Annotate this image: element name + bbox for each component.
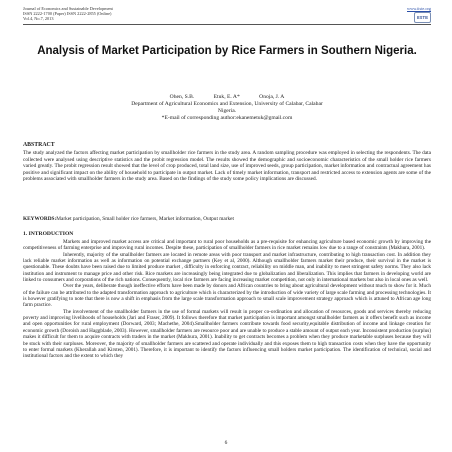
author-1: Ohen, S.B. (169, 94, 195, 100)
paper-title: Analysis of Market Participation by Rice Farmers in Southern Nigeria. (37, 45, 417, 57)
paragraph: The involvement of the smallholder farmers in the use of formal markets will result in proper co-ordination and allocation of resources, goods and services thereby reducing poverty and improving livelihoods of households (Jari and Fraser, 2009). It follows therefore that market participation is important amongst smallholder farmers as it offers benefit such as income and open opportunities for rural employment (Dorward, 2003; Machethe, 2004).Smallholder farmers contribute towards food security,equitable distribution of income and linkage creation for economic growth (Doroish and Haggblade, 2003). However, smallholder farmers are resource poor and are unable to produce a stable amount of output each year. Inconsistent production (surplus) makes it difficult for them to acquire contracts with traders in the market (Makhura, 2001). Inability to get contracts becomes a problem when they produce marketable surpluses because they will be stuck with their surpluses. Moreover, the majority of smallholder farmers are scattered and operate individually and this exposes them to high transaction costs when they have the opportunity to enter formal markets (Kherallah and Kirsten, 2001). Therefore, it is important to identify the factors influencing small holders market participation. The identification of technical, social and institutional factors and the extent to which they (23, 308, 431, 360)
country: Nigeria. (217, 108, 237, 114)
journal-url[interactable]: www.iiste.org (407, 6, 431, 11)
author-block (23, 94, 431, 122)
abstract-text: The study analyzed the factors affecting market participation by smallholder rice farmers in the study area. A random sampling procedure was employed in selecting the respondents. The data collected were analysed using descriptive statistics and the probit regression model. The results showed the demographic and socioeconomic characteristics of the small holder rice farmers varied greatly. The probit regression result showed that the level of crop produced, total land size, use of improved seeds, group participation, market information and contractual agreement has positive and significant impact on the ability of household to participate in output market. Lack of timely market information, transport and restricted access to extension agents are some of the problems associated with smallholder farmers in the study area. Based on the findings of the study some policy implications are discussed. (23, 150, 431, 183)
header-divider (23, 24, 431, 25)
keywords (23, 216, 431, 223)
paragraph: Markets and improved market access are critical and important to rural poor households as a pre-requisite for enhancing agriculture based economic growth by improving the competitiveness of farming enterprise and improving rural incomes. Despite these, participation of smallholder farmers in rice market remains low due to a range of constraints (Makhura, 2001). (23, 239, 431, 252)
author-names (23, 94, 431, 101)
affiliation: Department of Agricultural Economics and Extension, University of Calabar, Calabar (131, 101, 323, 107)
journal-issn: ISSN 2222-1700 (Paper) ISSN 2222-2855 (Online) (23, 11, 112, 17)
page-number: 6 (224, 440, 228, 446)
journal-header (23, 6, 431, 22)
keywords-text: Market participation, Small holder rice farmers, Market information, Output market (56, 216, 234, 222)
abstract-heading: ABSTRACT (23, 142, 55, 148)
author-3: Onoja, J. A (259, 94, 285, 100)
author-2: Etuk, E. A* (213, 94, 240, 100)
iiste-logo: IISTE (414, 12, 431, 23)
journal-name: Journal of Economics and Sustainable Development (23, 6, 113, 11)
keywords-label: KEYWORDS: (23, 216, 57, 222)
journal-volume: Vol.4, No.7, 2013 (23, 16, 54, 22)
paragraph: Inherently, majority of the smallholder farmers are located in remote areas with poor transport and market infrastructure, contributing to high transaction cost. In addition they lack reliable market information as well as information on potential exchange partners (Key et al, 2000). Although smallholder farmers market their produce, their survival in the market is questionable. These doubts have been raised due to limited produce market , difficulty in enforcing contract, reliability on middle man, and inability to meet stringent safety norms. They also lack institution and instrument to manage price and other risk. Rice markets are increasingly being integrated due to globalization and liberalization. This implies that farmers in developing world are linked to consumers and corporations of the rich nations. Consequently, local rice farmers are facing increasing market competition, not only in international markets but also in local ones as well. (23, 251, 431, 284)
introduction-body (23, 239, 431, 360)
paragraph: Over the years, deliberate though ineffective efforts have been made by donors and African countries to bring about agricultural development without much to show for it. Much of the failure can be attributed to the adapted transformation approach to agriculture which is characterized by the introduction of wide variety of large scale farming and processing technologies. It is however gratifying to note that there is now a shift in emphasis from the large scale transformation approach to small scale improvement strategy approach which is attuned to African age long farm practice. (23, 283, 431, 309)
corresponding-email: *E-mail of corresponding author:ekanemetuk@gmail.com (161, 115, 293, 121)
section-heading: 1. INTRODUCTION (23, 231, 74, 237)
